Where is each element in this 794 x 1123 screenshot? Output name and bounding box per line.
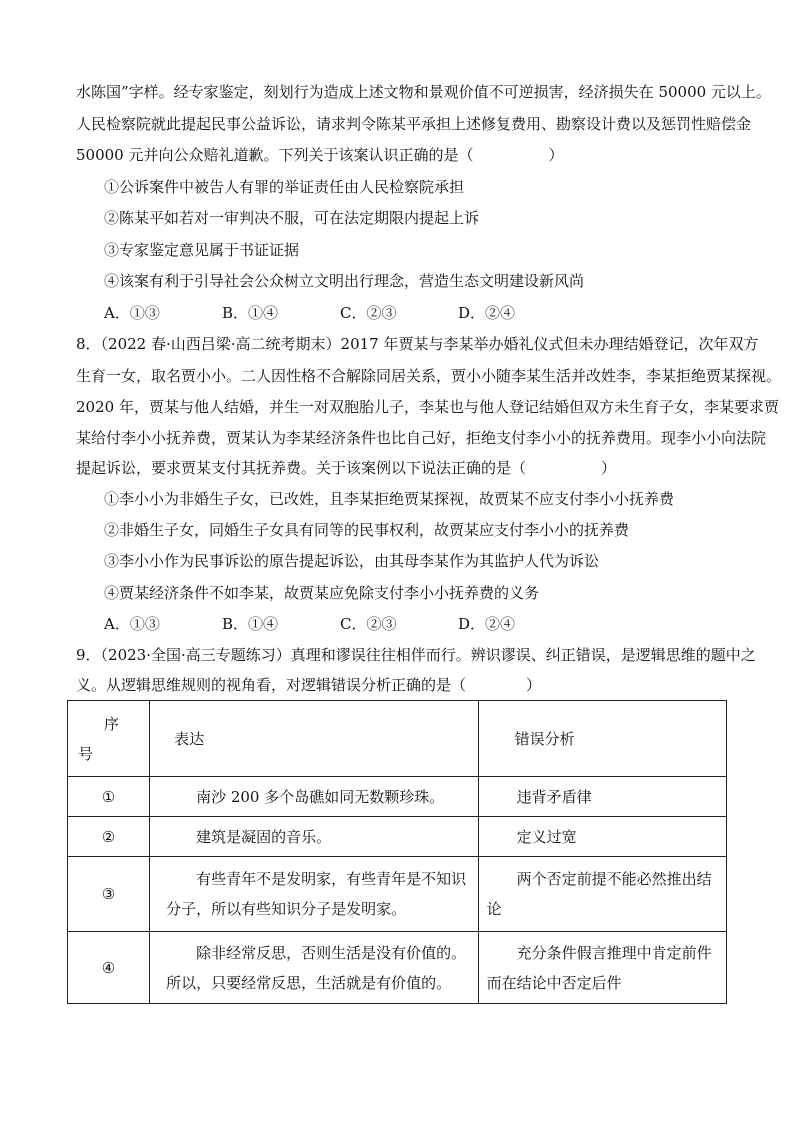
q7-answer-choices [104,303,724,323]
q8-line-1: 8．（2022 春·山西吕梁·高二统考期末）2017 年贾某与李某举办婚礼仪式但未办理结婚登记，次年双方 [76,335,759,353]
q8-choice-d[interactable]: D．②④ [458,615,516,633]
row-analysis: 定义过宽 [478,817,726,857]
table-row [68,857,727,932]
header-expression-cell: 表达 [150,701,479,777]
q7-line-1: 水陈国”字样。经专家鉴定，刻划行为造成上述文物和景观价值不可逆损害，经济损失在 50000 元以上。 [76,83,771,101]
q7-option-1: ①公诉案件中被告人有罪的举证责任由人民检察院承担 [104,178,465,196]
row-number: ③ [68,857,150,932]
q7-option-2: ②陈某平如若对一审判决不服，可在法定期限内提起上诉 [104,209,480,227]
q8-choice-c[interactable]: C．②③ [340,615,397,633]
q9-line-2: 义。从逻辑思维规则的视角看，对逻辑错误分析正确的是（ ） [76,676,542,694]
q7-line-2: 人民检察院就此提起民事公益诉讼，请求判令陈某平承担上述修复费用、勘察设计费以及惩罚性赔偿金 [76,115,752,133]
row-number: ② [68,817,150,857]
row-analysis: 充分条件假言推理中肯定前件而在结论中否定后件 [478,932,726,1004]
row-number: ④ [68,932,150,1004]
q8-option-4: ④贾某经济条件不如李某，故贾某应免除支付李小小抚养费的义务 [104,584,540,602]
q8-line-2: 生育一女，取名贾小小。二人因性格不合解除同居关系，贾小小随李某生活并改姓李，李某拒绝贾某探视。 [76,367,782,385]
q7-option-3: ③专家鉴定意见属于书证证据 [104,241,300,259]
header-number-top: 序 [104,714,120,733]
table-row [68,932,727,1004]
q8-option-1: ①李小小为非婚生子女，已改姓，且李某拒绝贾某探视，故贾某不应支付李小小抚养费 [104,490,675,508]
q8-answer-choices [104,614,724,634]
q7-choice-c[interactable]: C．②③ [340,304,397,322]
row-expression: 除非经常反思，否则生活是没有价值的。所以，只要经常反思，生活就是有价值的。 [150,932,479,1004]
q8-choice-a[interactable]: A．①③ [104,615,160,633]
table-header-row [68,701,727,777]
header-analysis-cell: 错误分析 [478,701,726,777]
q9-line-1: 9．（2023·全国·高三专题练习）真理和谬误往往相伴而行。辨识谬误、纠正错误，是逻辑思维的题中之 [76,646,756,664]
row-expression: 有些青年不是发明家，有些青年是不知识分子，所以有些知识分子是发明家。 [150,857,479,932]
q8-choice-b[interactable]: B．①④ [222,615,279,633]
q7-line-3: 50000 元并向公众赔礼道歉。下列关于该案认识正确的是（ ） [76,146,564,164]
header-number-cell [68,701,150,777]
row-expression: 南沙 200 多个岛礁如同无数颗珍珠。 [150,777,479,817]
row-number: ① [68,777,150,817]
q8-line-4: 某给付李小小抚养费，贾某认为李某经济条件也比自己好，拒绝支付李小小的抚养费用。现李小小向法院 [76,429,767,447]
q7-option-4: ④该案有利于引导社会公众树立文明出行理念，营造生态文明建设新风尚 [104,272,585,290]
table-row [68,777,727,817]
row-expression: 建筑是凝固的音乐。 [150,817,479,857]
row-analysis: 违背矛盾律 [478,777,726,817]
q7-choice-b[interactable]: B．①④ [222,304,279,322]
logic-error-table [67,700,727,1004]
header-number-bottom: 号 [78,744,94,763]
q7-choice-d[interactable]: D．②④ [458,304,516,322]
q8-option-2: ②非婚生子女，同婚生子女具有同等的民事权利，故贾某应支付李小小的抚养费 [104,521,630,539]
q8-option-3: ③李小小作为民事诉讼的原告提起诉讼，由其母李某作为其监护人代为诉讼 [104,552,600,570]
row-analysis: 两个否定前提不能必然推出结论 [478,857,726,932]
table-row [68,817,727,857]
q7-choice-a[interactable]: A．①③ [104,304,160,322]
q8-line-3: 2020 年，贾某与他人结婚，并生一对双胞胎儿子，李某也与他人登记结婚但双方未生育子女，李某要求贾 [76,398,779,416]
q8-line-5: 提起诉讼，要求贾某支付其抚养费。关于该案例以下说法正确的是（ ） [76,459,617,477]
